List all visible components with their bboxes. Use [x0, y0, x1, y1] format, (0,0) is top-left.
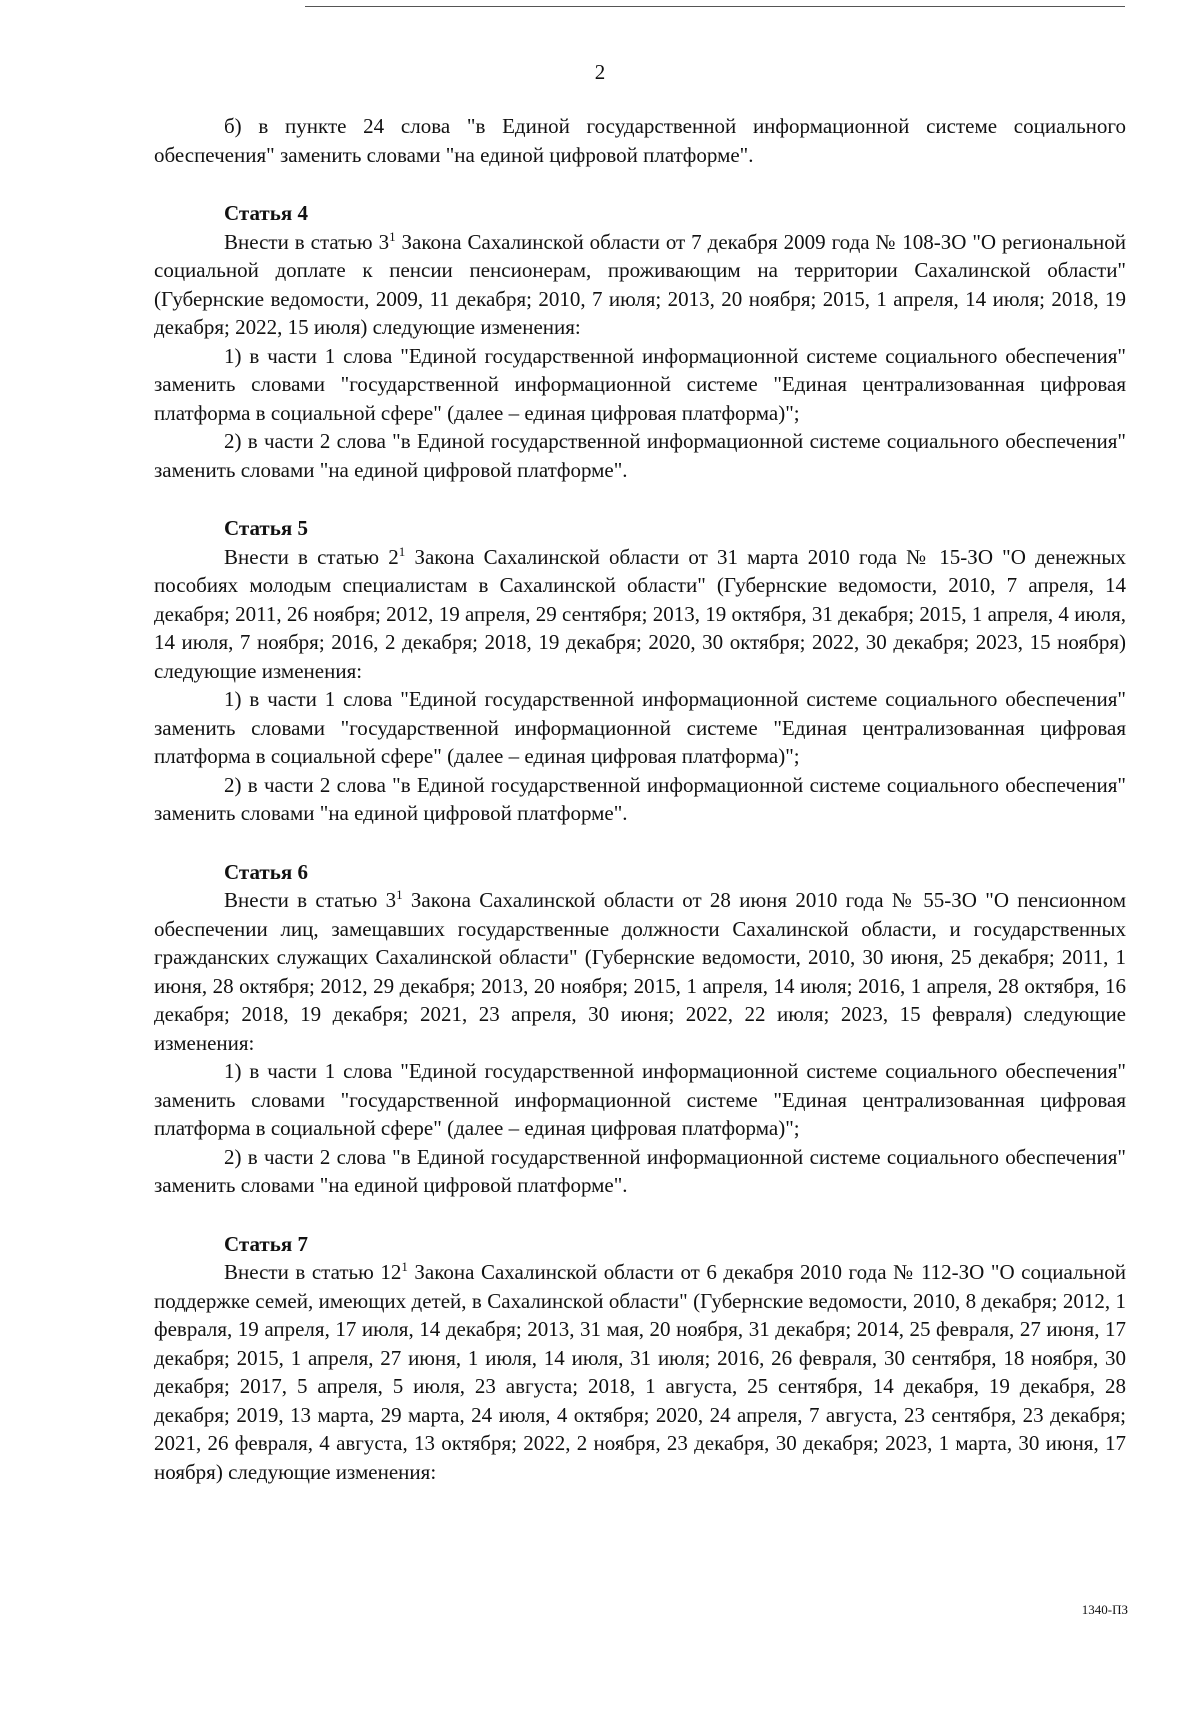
- article-6: [154, 858, 1126, 1200]
- article-title: Статья 6: [224, 859, 308, 884]
- article-intro: Внести в статью $2^1$ Закона Сахалинской области от 31 марта 2010 года № 15-ЗО "О денежных пособиях молодым специалистам в Сахалинской области" (Губернские ведомости, 2010, 7 апреля, 14 декабря; 2011, 26 ноября; 2012, 19 апреля, 29 сентября; 2013, 19 октября, 31 декабря; 2015, 1 апреля, 4 июля, 14 июля, 7 ноября; 2016, 2 декабря; 2018, 19 декабря; 2020, 30 октября; 2022, 30 декабря; 2023, 15 ноября) следующие изменения:: [154, 543, 1127, 683]
- article-4: [154, 199, 1126, 484]
- article-title: Статья 7: [224, 1231, 308, 1256]
- article-item-1: 1) в части 1 слова "Единой государственной информационной системе социального обеспечения" заменить словами "государственной информационной системе "Единая централизованная цифровая платформа в социальной сфере" (далее – единая цифровая платформа)";: [154, 1059, 1126, 1140]
- article-intro: Внести в статью $12^1$ Закона Сахалинской области от 6 декабря 2010 года № 112-ЗО "О социальной поддержке семей, имеющих детей, в Сахалинской области" (Губернские ведомости, 2010, 8 декабря; 2012, 1 февраля, 19 апреля, 17 июля, 14 декабря; 2013, 31 мая, 20 ноября, 31 декабря; 2014, 25 февраля, 27 июня, 17 декабря; 2015, 1 апреля, 27 июня, 1 июля, 14 июля, 31 июля; 2016, 26 февраля, 30 сентября, 18 ноября, 30 декабря; 2017, 5 апреля, 5 июля, 23 августа; 2018, 1 августа, 25 сентября, 14 декабря, 19 декабря, 28 декабря; 2019, 13 марта, 29 марта, 24 июля, 4 октября; 2020, 24 апреля, 7 августа, 23 сентября, 23 декабря; 2021, 26 февраля, 4 августа, 13 октября; 2022, 2 ноября, 23 декабря, 30 декабря; 2023, 1 марта, 30 июня, 17 ноября) следующие изменения:: [154, 1259, 1126, 1484]
- top-rule: [305, 6, 1125, 7]
- intro-paragraph: б) в пункте 24 слова "в Единой государственной информационной системе социального обеспечения" заменить словами "на единой цифровой платформе".: [154, 114, 1126, 167]
- article-7: [154, 1230, 1126, 1487]
- article-item-1: 1) в части 1 слова "Единой государственной информационной системе социального обеспечения" заменить словами "государственной информационной системе "Единая централизованная цифровая платформа в социальной сфере" (далее – единая цифровая платформа)";: [154, 343, 1126, 425]
- article-item-1: 1) в части 1 слова "Единой государственной информационной системе социального обеспечения" заменить словами "государственной информационной системе "Единая централизованная цифровая платформа в социальной сфере" (далее – единая цифровая платформа)";: [154, 687, 1126, 768]
- article-title: Статья 5: [224, 516, 308, 540]
- page-number: 2: [594, 60, 606, 84]
- article-5: [154, 514, 1126, 828]
- article-intro: Внести в статью $3^1$ Закона Сахалинской области от 7 декабря 2009 года № 108-ЗО "О региональной социальной доплате к пенсии пенсионерам, проживающим на территории Сахалинской области" (Губернские ведомости, 2009, 11 декабря; 2010, 7 июля; 2013, 20 ноября; 2015, 1 апреля, 14 июля; 2018, 19 декабря; 2022, 15 июля) следующие изменения:: [154, 228, 1126, 339]
- document-body: [154, 112, 1126, 1486]
- article-item-2: 2) в части 2 слова "в Единой государственной информационной системе социального обеспечения" заменить словами "на единой цифровой платформе".: [154, 429, 1126, 482]
- article-item-2: 2) в части 2 слова "в Единой государственной информационной системе социального обеспечения" заменить словами "на единой цифровой платформе".: [154, 772, 1126, 825]
- article-title: Статья 4: [224, 201, 308, 225]
- article-intro: Внести в статью $3^1$ Закона Сахалинской области от 28 июня 2010 года № 55-ЗО "О пенсионном обеспечении лиц, замещавших государственные должности Сахалинской области, и государственных гражданских служащих Сахалинской области" (Губернские ведомости, 2010, 30 июня, 25 декабря; 2011, 1 июня, 28 октября; 2012, 29 декабря; 2013, 20 ноября; 2015, 1 апреля, 14 июля; 2016, 1 апреля, 28 октября, 16 декабря; 2018, 19 декабря; 2021, 23 апреля, 30 июня; 2022, 22 июля; 2023, 15 февраля) следующие изменения:: [154, 887, 1127, 1055]
- document-code: 1340-ПЗ: [1081, 1602, 1128, 1617]
- article-item-2: 2) в части 2 слова "в Единой государственной информационной системе социального обеспечения" заменить словами "на единой цифровой платформе".: [154, 1144, 1126, 1197]
